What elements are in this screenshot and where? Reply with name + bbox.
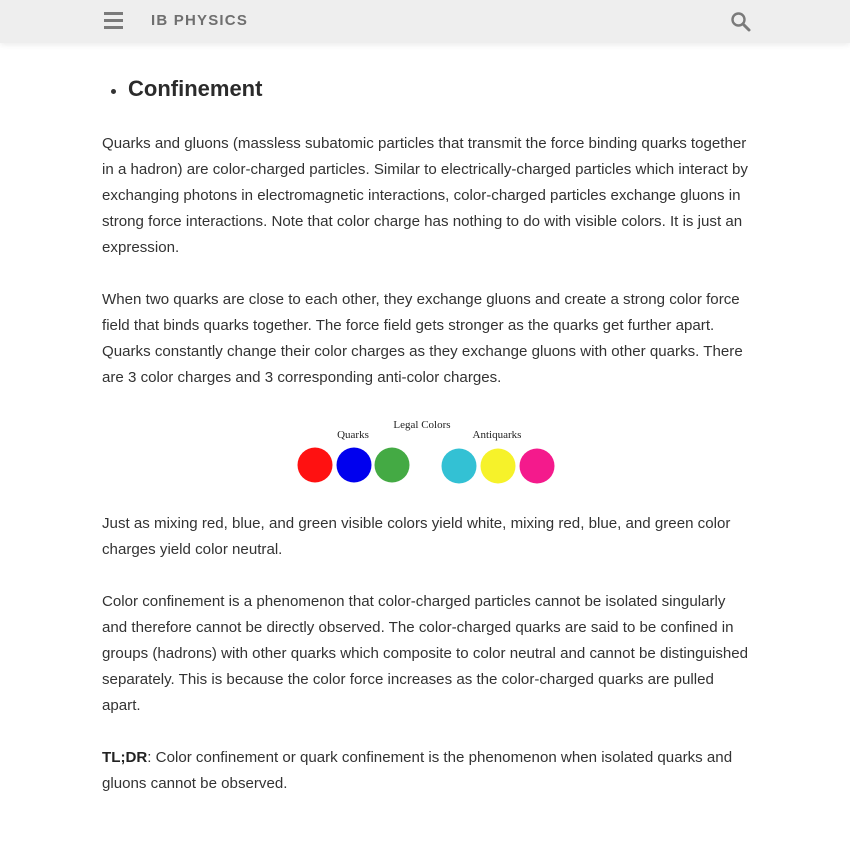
site-title[interactable]: IB PHYSICS: [151, 12, 249, 29]
legal-colors-diagram: [296, 410, 556, 490]
paragraph-color-confinement: Color confinement is a phenomenon that color-charged particles cannot be isolated singularly and therefore cannot be directly observed. The color-charged quarks are said to be confined in groups (hadrons) with other quarks which composite to color neutral and cannot be distinguished separately. This is because the color force increases as the color-charged quarks are pulled apart.: [102, 593, 749, 714]
magenta-antiquark-circle: [520, 449, 555, 484]
top-navigation-bar: [0, 0, 850, 43]
figure-title: Legal Colors: [393, 419, 451, 431]
cyan-antiquark-circle: [442, 449, 477, 484]
search-icon[interactable]: [730, 11, 752, 33]
red-quark-circle: [298, 448, 333, 483]
quarks-label: Quarks: [337, 429, 369, 441]
bullet-icon: [111, 89, 116, 94]
hamburger-menu-icon[interactable]: [104, 12, 123, 29]
article-content: [102, 70, 752, 792]
antiquarks-label: Antiquarks: [472, 429, 522, 441]
paragraph-color-force: When two quarks are close to each other, they exchange gluons and create a strong color force field that binds quarks together. The force field gets stronger as the quarks get further apart. Quarks constantly change their color charges as they exchange gluons with other quarks. There are 3 color charges and 3 corresponding anti-color charges.: [102, 291, 743, 386]
blue-quark-circle: [337, 448, 372, 483]
green-quark-circle: [375, 448, 410, 483]
paragraph-color-neutral: Just as mixing red, blue, and green visible colors yield white, mixing red, blue, and green color charges yield color neutral.: [102, 515, 731, 558]
section-heading: [102, 70, 752, 110]
legal-colors-figure: [296, 410, 556, 490]
paragraph-tldr: [102, 745, 752, 797]
yellow-antiquark-circle: [481, 449, 516, 484]
tldr-text: : Color confinement or quark confinement is the phenomenon when isolated quarks and gluons cannot be observed.: [102, 749, 733, 792]
paragraph-color-charge: Quarks and gluons (massless subatomic particles that transmit the force binding quarks together in a hadron) are color-charged particles. Similar to electrically-charged particles which interact by exchanging photons in electromagnetic interactions, color-charged particles exchange gluons in strong force interactions. Note that color charge has nothing to do with visible colors. It is just an expression.: [102, 135, 748, 256]
tldr-label: TL;DR: [102, 749, 148, 766]
section-title: Confinement: [128, 76, 263, 101]
